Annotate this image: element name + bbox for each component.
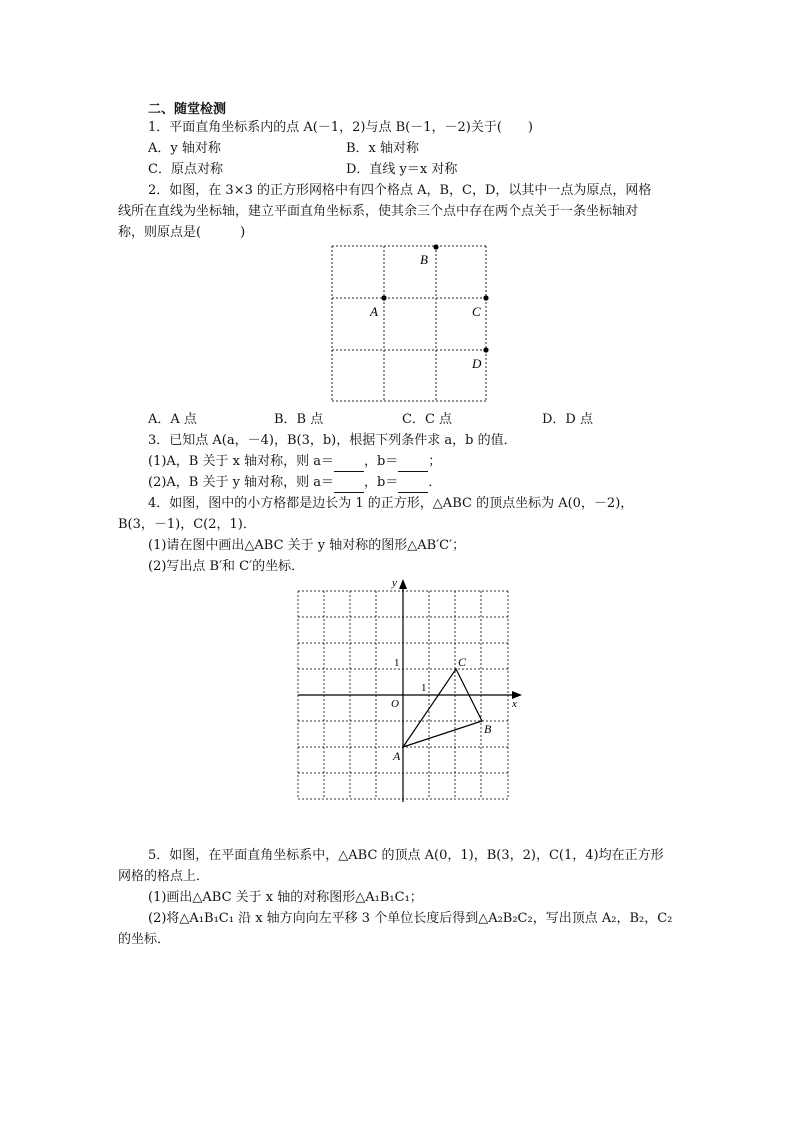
q1-stem: 1．平面直角坐标系内的点 A(－1，2)与点 B(－1，－2)关于( ) bbox=[148, 120, 533, 135]
q4-label-origin: O bbox=[391, 698, 399, 710]
q4-part2: (2)写出点 B′和 C′的坐标． bbox=[148, 559, 305, 574]
q3-part1 bbox=[148, 453, 441, 472]
q2-label-d: D bbox=[472, 356, 482, 371]
q2-point-a bbox=[381, 295, 386, 300]
q2-grid-lines bbox=[332, 246, 486, 401]
q4-stem-line2: B(3，－1)，C(2，1)． bbox=[118, 517, 256, 532]
q5-stem-line1: 5．如图，在平面直角坐标系中，△ABC 的顶点 A(0，1)，B(3，2)，C(1，4)均在正方形 bbox=[148, 848, 664, 863]
q3-part1-end: ； bbox=[428, 454, 442, 469]
q2-label-a: A bbox=[370, 304, 378, 319]
q3-part1-mid: ，b＝ bbox=[363, 454, 399, 469]
q2-option-d: D．D 点 bbox=[542, 412, 593, 427]
q3-part2-mid: ，b＝ bbox=[363, 475, 399, 490]
q3-part2-a-blank[interactable] bbox=[334, 474, 364, 493]
q5-part2-cont: 的坐标． bbox=[118, 932, 171, 947]
q5-stem-line2: 网格的格点上． bbox=[118, 869, 210, 884]
q4-y-axis-arrow-icon bbox=[399, 579, 407, 589]
q2-stem-line3: 称，则原点是( ) bbox=[118, 225, 246, 240]
q1-option-a: A．y 轴对称 bbox=[148, 141, 221, 156]
section-title: 二、随堂检测 bbox=[148, 102, 227, 117]
q3-part1-b-blank[interactable] bbox=[398, 453, 428, 472]
q4-label-x: x bbox=[512, 698, 517, 710]
q2-point-d bbox=[483, 347, 488, 352]
q2-point-b bbox=[433, 244, 438, 249]
q2-option-a: A．A 点 bbox=[148, 412, 197, 427]
q4-part1: (1)请在图中画出△ABC 关于 y 轴对称的图形△AB′C′； bbox=[148, 538, 466, 553]
q3-stem: 3．已知点 A(a，－4)，B(3，b)，根据下列条件求 a，b 的值． bbox=[148, 433, 517, 448]
q4-label-c: C bbox=[458, 655, 467, 669]
q2-grid-figure bbox=[330, 244, 490, 404]
q5-part2: (2)将△A₁B₁C₁ 沿 x 轴方向向左平移 3 个单位长度后得到△A₂B₂C₂，写出顶点 A₂，B₂，C₂ bbox=[148, 911, 673, 926]
q2-stem-line2: 线所在直线为坐标轴，建立平面直角坐标系，使其余三个点中存在两个点关于一条坐标轴对 bbox=[118, 204, 639, 219]
q1-option-d: D．直线 y＝x 对称 bbox=[346, 162, 458, 177]
q1-option-b: B．x 轴对称 bbox=[346, 141, 420, 156]
q2-stem-line1: 2．如图，在 3×3 的正方形网格中有四个格点 A，B，C，D，以其中一点为原点，网格 bbox=[148, 183, 652, 198]
q4-label-a: A bbox=[393, 749, 401, 763]
q4-triangle-abc bbox=[403, 669, 482, 747]
q3-part1-a-blank[interactable] bbox=[334, 453, 364, 472]
q2-label-c: C bbox=[472, 304, 481, 319]
q1-option-c: C．原点对称 bbox=[148, 162, 223, 177]
q3-part1-prefix: (1)A，B 关于 x 轴对称，则 a＝ bbox=[148, 454, 334, 469]
q5-part1: (1)画出△ABC 关于 x 轴的对称图形△A₁B₁C₁； bbox=[148, 890, 423, 905]
q2-point-c bbox=[483, 295, 488, 300]
q2-label-b: B bbox=[420, 252, 428, 267]
q3-part2 bbox=[148, 474, 441, 493]
q4-stem-line1: 4．如图，图中的小方格都是边长为 1 的正方形，△ABC 的顶点坐标为 A(0，－2)， bbox=[148, 496, 634, 511]
q3-part2-end: ． bbox=[428, 475, 442, 490]
q2-option-c: C．C 点 bbox=[402, 412, 453, 427]
q3-part2-prefix: (2)A，B 关于 y 轴对称，则 a＝ bbox=[148, 475, 334, 490]
q4-coordinate-figure bbox=[298, 576, 528, 806]
q2-option-b: B．B 点 bbox=[274, 412, 324, 427]
q4-label-y: y bbox=[392, 577, 397, 589]
q3-part2-b-blank[interactable] bbox=[398, 474, 428, 493]
q4-label-x-unit: 1 bbox=[421, 682, 427, 694]
q4-label-b: B bbox=[484, 722, 492, 736]
q4-label-y-unit: 1 bbox=[394, 657, 400, 669]
